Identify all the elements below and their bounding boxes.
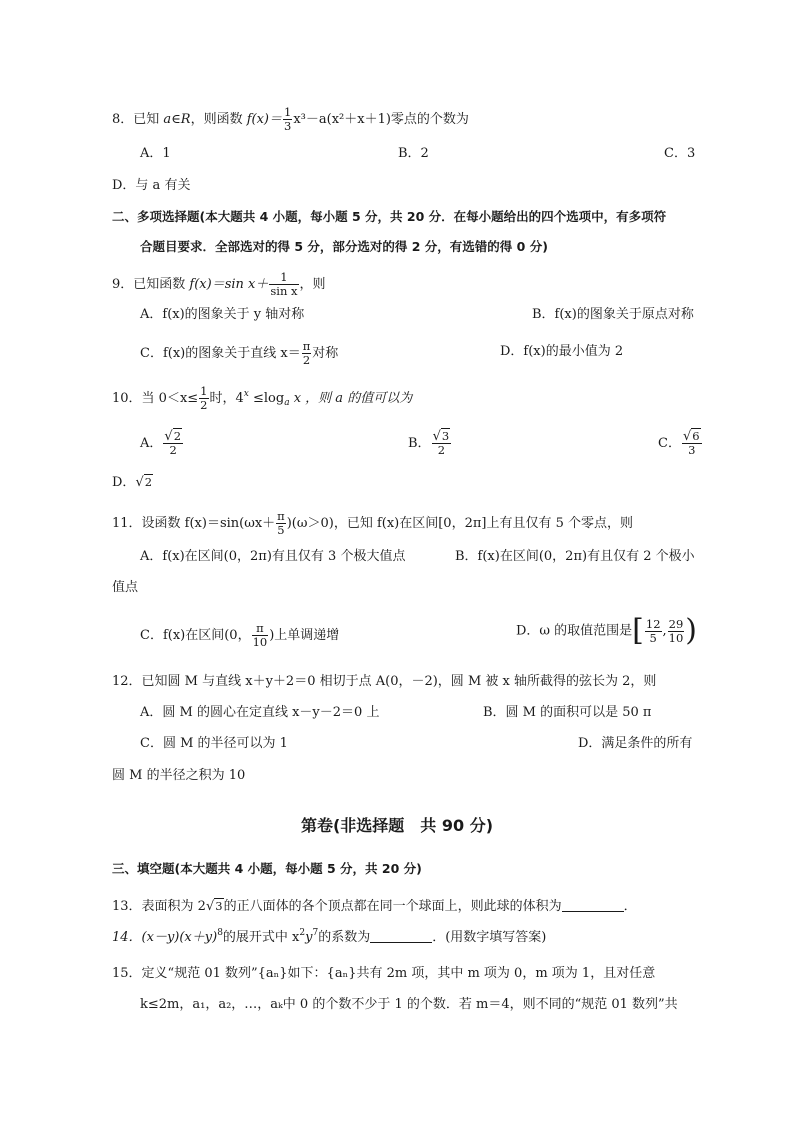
q12-option-a: A．圆 M 的圆心在定直线 x－y－2＝0 上 xyxy=(140,705,380,720)
q11-option-b: B．f(x)在区间(0，2π)有且仅有 2 个极小 xyxy=(455,549,695,564)
q11-option-c: C．f(x)在区间(0， $\frac{\pi}{10}$ )上单调递增 xyxy=(140,621,340,649)
q8-option-b: B．2 xyxy=(398,146,429,161)
q12-option-b: B．圆 M 的面积可以是 50 π xyxy=(483,705,652,720)
q12-stem: 12．已知圆 M 与直线 x＋y＋2＝0 相切于点 A(0，－2)，圆 M 被 x 轴所截得的弦长为 2，则 xyxy=(112,674,657,689)
q12-option-d-continued: 圆 M 的半径之积为 10 xyxy=(112,768,246,783)
q12-option-d: D．满足条件的所有 xyxy=(578,736,693,751)
q9-option-b: B．f(x)的图象关于原点对称 xyxy=(532,307,694,322)
q9-option-d: D．f(x)的最小值为 2 xyxy=(500,344,624,359)
section2-header-line1: 二、多项选择题(本大题共 4 小题，每小题 5 分，共 20 分．在每小题给出的四个选项中，有多项符 xyxy=(112,209,667,224)
q9-stem: 9．已知函数 f(x)＝sin x＋ $\frac{1}{\text{sin x}}$ ，则 xyxy=(112,270,326,298)
q15-line1: 15．定义“规范 01 数列”{aₙ}如下：{aₙ}共有 2m 项，其中 m 项为 0，m 项为 1，且对任意 xyxy=(112,966,656,981)
part2-title: 第卷(非选择题 共 90 分) xyxy=(300,816,494,835)
q8-option-c: C．3 xyxy=(664,146,696,161)
section3-header: 三、填空题(本大题共 4 小题，每小题 5 分，共 20 分) xyxy=(112,861,422,876)
q8-option-d: D．与 a 有关 xyxy=(112,178,191,193)
section2-header-line2: 合题目要求．全部选对的得 5 分，部分选对的得 2 分，有选错的得 0 分) xyxy=(140,239,548,254)
q9-fraction: $\frac{1}{\text{sin x}}$ xyxy=(270,270,298,298)
q9-option-c: C．f(x)的图象关于直线 x＝ $\frac{\pi}{2}$ 对称 xyxy=(140,339,339,367)
q10-option-c: C． $\frac{√6}{3}$ xyxy=(658,429,700,457)
q13-stem: 13．表面积为 2√3的正八面体的各个顶点都在同一个球面上，则此球的体积为 ． xyxy=(112,899,637,914)
q8-option-a: A．1 xyxy=(140,146,171,161)
q11-stem: 11．设函数 f(x)＝sin(ωx＋ $\frac{\pi}{5}$ )(ω＞0)，已知 f(x)在区间[0，2π]上有且仅有 5 个零点，则 xyxy=(112,509,634,537)
q12-option-c: C．圆 M 的半径可以为 1 xyxy=(140,736,288,751)
q10-option-a: A． $\frac{√2}{2}$ xyxy=(140,429,182,457)
q14-stem: 14．$(x-y)(x+y)^8$的展开式中 $x^2y^7$的系数为 ．(用数字填写答案) xyxy=(112,928,547,945)
q11-option-b-continued: 值点 xyxy=(112,580,139,595)
q13-answer-blank[interactable] xyxy=(562,899,624,912)
q15-line2: k≤2m，a₁，a₂，…，aₖ中 0 的个数不少于 1 的个数．若 m＝4，则不同的“规范 01 数列”共 xyxy=(140,997,678,1012)
q10-option-d: D．√2 xyxy=(112,475,153,490)
q11-option-d: D．ω 的取值范围是[ $\frac{12}{5}$ , $\frac{29}{10}$ ) xyxy=(516,613,698,648)
q14-answer-blank[interactable] xyxy=(370,930,432,943)
q10-option-b: B． $\frac{√3}{2}$ xyxy=(408,429,450,457)
q11-option-a: A．f(x)在区间(0，2π)有且仅有 3 个极大值点 xyxy=(140,549,406,564)
q8-stem: 8．已知 a∈R，则函数 f(x)＝ $\frac{1}{3}$ x³－a(x²＋x＋1)零点的个数为 xyxy=(112,105,469,133)
q10-stem: 10．当 0＜x≤ $\frac{1}{2}$ 时，$4^x \le\log_a$ x ，则 a 的值可以为 xyxy=(112,384,413,412)
q8-fraction: $\frac{1}{3}$ xyxy=(284,105,292,133)
q9-option-a: A．f(x)的图象关于 y 轴对称 xyxy=(140,307,305,322)
